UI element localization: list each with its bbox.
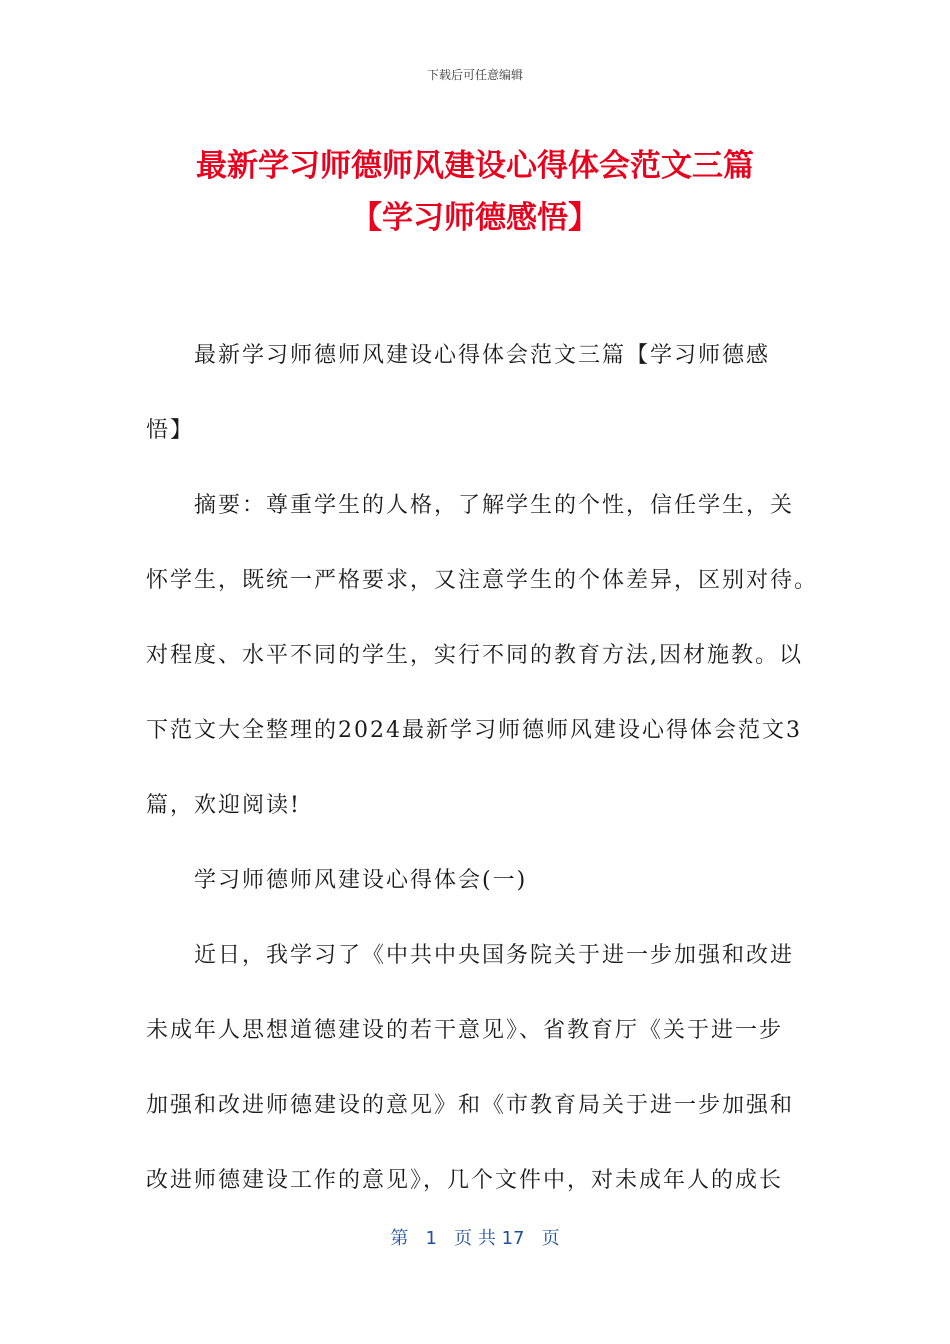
paragraph-line: 摘要：尊重学生的人格，了解学生的个性，信任学生，关 [194,493,795,518]
footer-total-pages: 17 [501,1228,525,1249]
paragraph-line: 篇，欢迎阅读! [146,793,301,818]
footer-suffix: 页 [541,1228,560,1249]
paragraph-line: 怀学生，既统一严格要求，又注意学生的个体差异，区别对待。 [146,568,819,593]
footer-page-number: 1 [425,1228,437,1249]
section-heading: 学习师德师风建设心得体会(一) [194,868,528,893]
paragraph-line: 未成年人思想道德建设的若干意见》、省教育厅《关于进一步 [146,1018,784,1043]
header-note: 下载后可任意编辑 [426,68,523,82]
footer-prefix: 第 [390,1228,409,1249]
paragraph-line: 对程度、水平不同的学生，实行不同的教育方法,因材施教。以 [146,643,803,668]
paragraph-line: 改进师德建设工作的意见》，几个文件中，对未成年人的成长 [146,1168,784,1193]
footer-middle: 页 共 [454,1228,496,1249]
paragraph-line: 最新学习师德师风建设心得体会范文三篇【学习师德感 [194,343,771,368]
document-title [100,140,850,244]
document-body [146,318,819,1218]
paragraph-line: 悟】 [146,418,195,443]
paragraph-line: 近日，我学习了《中共中央国务院关于进一步加强和改进 [194,943,795,968]
title-line-2: 【学习师德感悟】 [351,200,599,236]
title-line-1: 最新学习师德师风建设心得体会范文三篇 [196,148,754,184]
paragraph-line: 下范文大全整理的2024最新学习师德师风建设心得体会范文3 [146,718,802,743]
paragraph-line: 加强和改进师德建设的意见》和《市教育局关于进一步加强和 [146,1093,795,1118]
page-footer [0,1224,950,1250]
